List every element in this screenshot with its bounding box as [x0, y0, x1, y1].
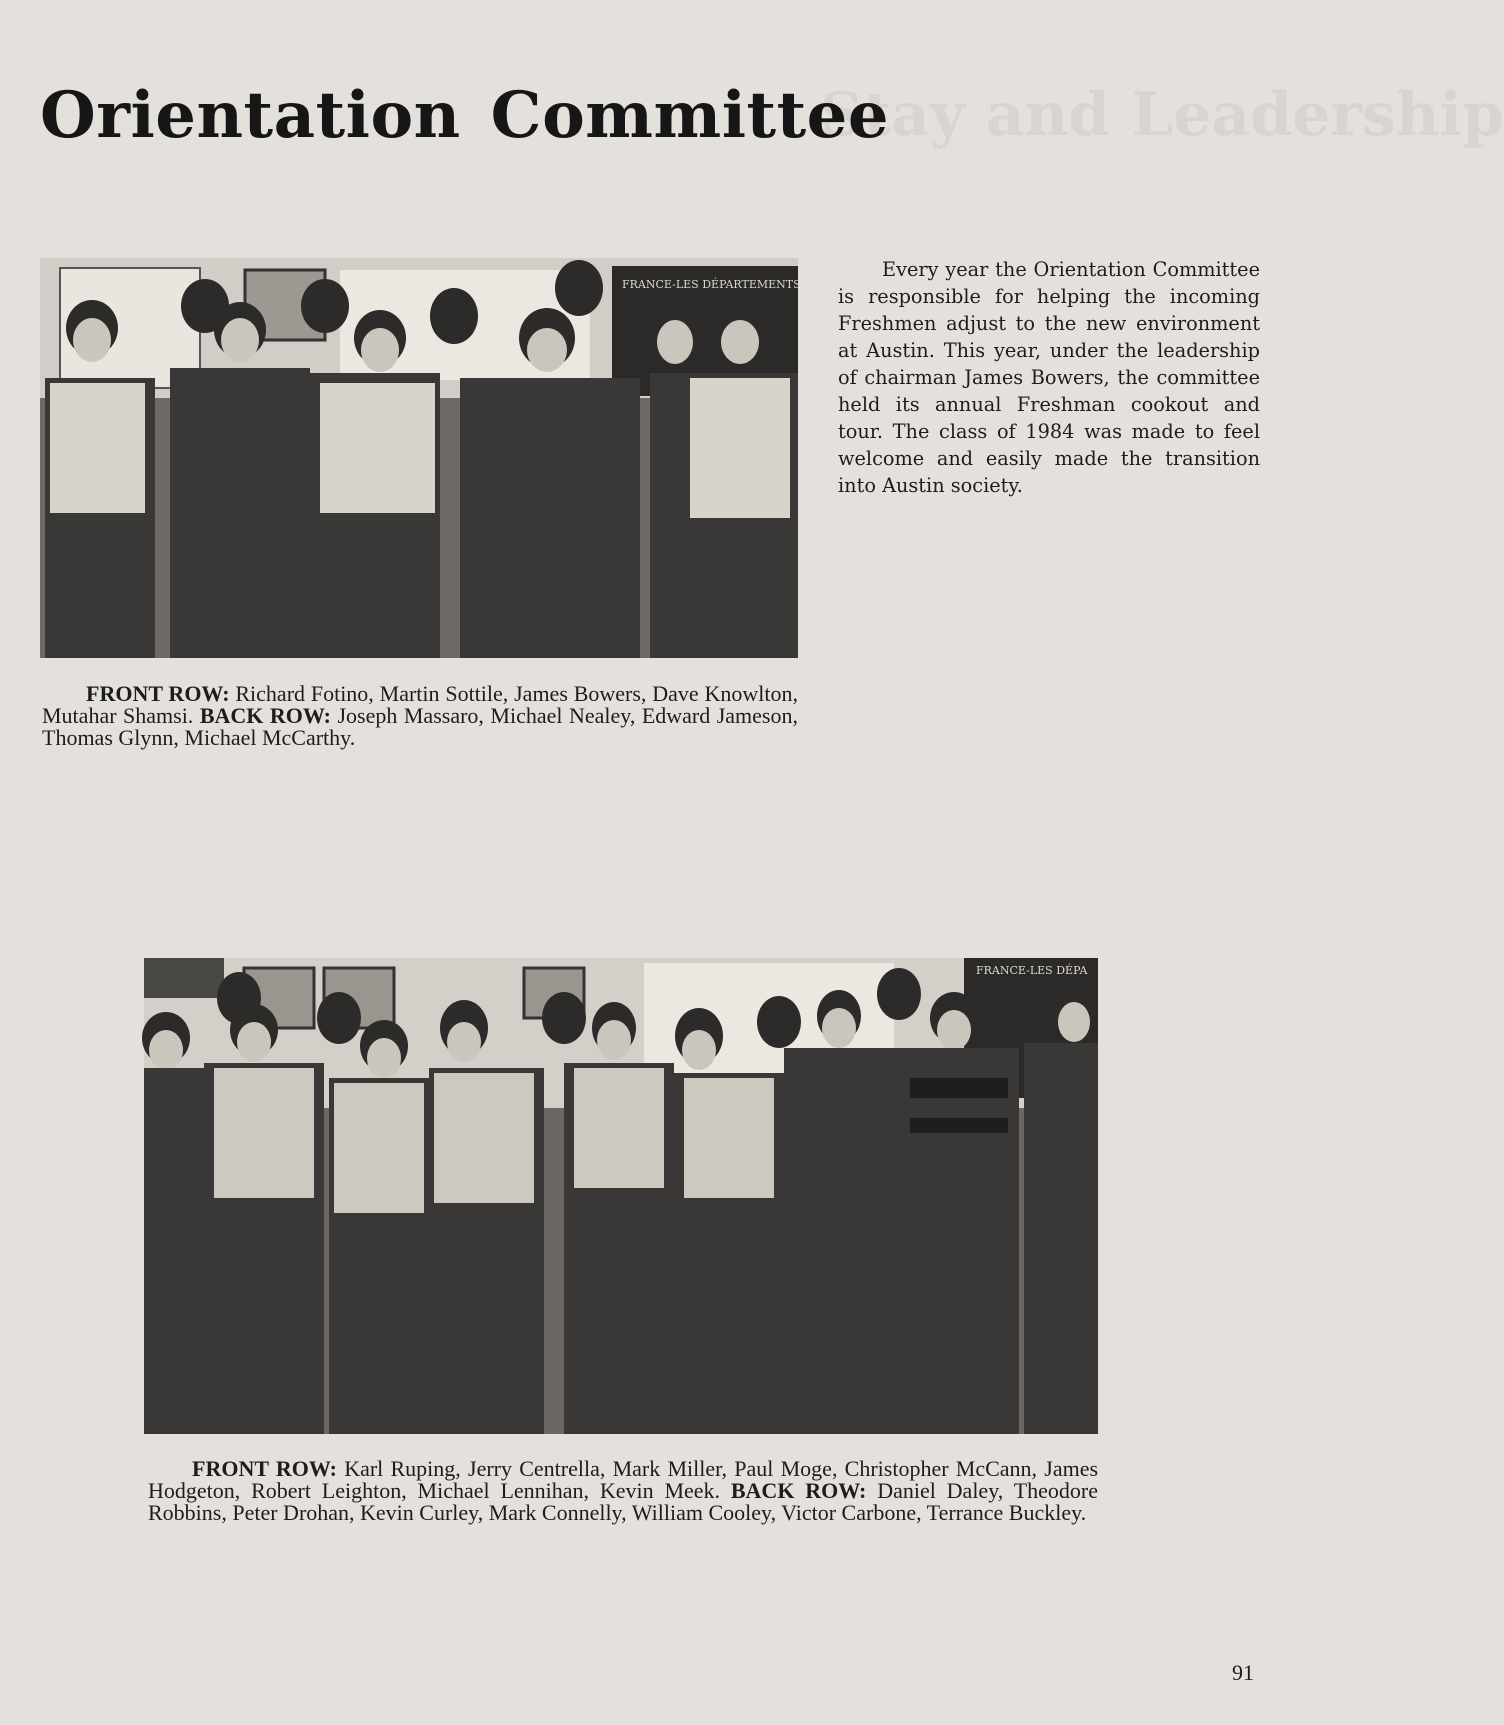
title-word-1: Orientation — [40, 78, 461, 153]
page-title — [40, 78, 889, 153]
caption-1-back-label: BACK ROW: — [199, 703, 331, 728]
photo-1-caption — [42, 683, 798, 749]
caption-2-front-label: FRONT ROW: — [192, 1456, 337, 1481]
caption-2-front-names: Karl Ruping, Jerry Centrella, Mark Miller, Paul Moge, Christopher McCann, James Hodgeton, Robert Leighton, Michael Lennihan, Kevin Meek. — [148, 1456, 1099, 1503]
caption-2-back-label: BACK ROW: — [730, 1478, 867, 1503]
caption-2-back-names: Daniel Daley, Theodore Robbins, Peter Drohan, Kevin Curley, Mark Connelly, William Cooley, Victor Carbone, Terrance Buckley. — [148, 1478, 1098, 1525]
article-body: Every year the Orientation Committee is responsible for helping the incoming Freshmen adjust to the new environment at Austin. This year, under the leadership of chairman James Bowers, the committee held its annual Freshman cookout and tour. The class of 1984 was made to feel welcome and easily made the transition into Austin society. — [838, 258, 1260, 497]
caption-1-front-label: FRONT ROW: — [86, 681, 230, 706]
page-number: 91 — [1232, 1660, 1254, 1685]
photo-2-sign-text: FRANCE-LES DÉPA — [976, 964, 1088, 977]
committee-photo-1 — [40, 258, 801, 658]
photo-2-image — [144, 958, 1098, 1434]
photo-2-caption — [148, 1458, 1098, 1524]
caption-1-back-names: Joseph Massaro, Michael Nealey, Edward Jameson, Thomas Glynn, Michael McCarthy. — [42, 703, 798, 750]
committee-photo-2 — [144, 958, 1098, 1434]
photo-1-image — [40, 258, 801, 658]
photo-1-sign-text: FRANCE-LES DÉPARTEMENTS — [622, 278, 801, 291]
caption-1-front-names: Richard Fotino, Martin Sottile, James Bowers, Dave Knowlton, Mutahar Shamsi. — [42, 681, 798, 728]
title-word-2: Committee — [490, 78, 890, 153]
ghost-bleed-through: Stay and Leadership — [820, 80, 1504, 150]
